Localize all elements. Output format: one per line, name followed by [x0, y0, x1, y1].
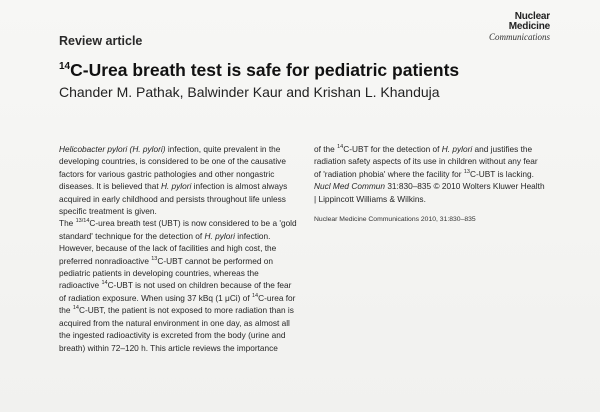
abstract-text: The: [59, 218, 76, 229]
abstract-right-column: [314, 143, 546, 226]
author-list: Chander M. Pathak, Balwinder Kaur and Krishan L. Khanduja: [59, 84, 440, 100]
article-type-label: Review article: [59, 34, 143, 48]
article-title: [59, 60, 459, 81]
isotope-superscript: 13: [463, 169, 470, 176]
abstract-text: C-UBT, the patient is not exposed to more radiation than is acquired from the natural environment in one day, as almost all the ingested radioactivity is excreted from the body (urine and breath) within 72–120 h. This article reviews the importance: [59, 305, 294, 353]
abstract-text: 31:830–835 © 2010 Wolters Kluwer Health | Lippincott Williams & Wilkins.: [314, 181, 545, 204]
journal-abbrev: Nucl Med Commun: [314, 181, 386, 192]
title-text: C-Urea breath test is safe for pediatric patients: [70, 60, 460, 80]
abstract-paragraph: [59, 217, 297, 353]
abstract-text: C-UBT is not used on children because of the fear of radiation exposure. When using 37 kBq (1 μCi) of: [59, 280, 292, 303]
isotope-superscript: 14: [101, 280, 108, 287]
abstract-text: C-UBT cannot be performed on pediatric patients in developing countries, whereas the radioactive: [59, 255, 273, 291]
abstract-em: H. pylori: [160, 181, 192, 192]
abstract-paragraph: [59, 143, 297, 217]
isotope-superscript: 13: [151, 255, 158, 262]
isotope-superscript: 13/14: [75, 218, 90, 225]
isotope-superscript: 14: [251, 293, 259, 300]
abstract-paragraph: [314, 143, 546, 205]
abstract-text: and justifies the radiation safety aspects of its use in children without any fear of 'radiation phobia' where the facility for: [314, 144, 538, 179]
abstract-left-column: [59, 143, 297, 354]
journal-logo: [489, 12, 550, 42]
abstract-text: C-UBT for the detection of: [343, 144, 442, 154]
abstract-em: H. pylori: [204, 230, 235, 241]
abstract-text: infection, quite prevalent in the developing countries, is considered to be one of the causative factors for various gastric pathologies and other nongastric diseases. It is believed that: [59, 144, 286, 192]
abstract-em: H. pylori: [441, 144, 473, 154]
journal-logo-line-2: Medicine: [508, 21, 550, 32]
abstract-text: C-UBT is lacking.: [469, 168, 534, 179]
journal-logo-line-3: Communications: [488, 32, 550, 42]
journal-citation: Nuclear Medicine Communications 2010, 31:830–835: [314, 216, 476, 224]
abstract-em: Helicobacter pylori (H. pylori): [59, 144, 166, 154]
abstract-text: infection is almost always acquired in early childhood and persists throughout life unless specific treatment is given.: [59, 181, 288, 217]
abstract-text: C-urea for the: [59, 292, 296, 316]
title-isotope-superscript: 14: [59, 61, 71, 73]
isotope-superscript: 14: [337, 144, 344, 151]
journal-logo-line-1: Nuclear: [514, 11, 550, 22]
abstract-text: infection. However, because of the lack of facilities and high cost, the preferred nonradioactive: [59, 230, 277, 266]
isotope-superscript: 14: [72, 305, 79, 312]
abstract-text: of the: [314, 144, 338, 154]
abstract-text: C-urea breath test (UBT) is now considered to be a 'gold standard' technique for the detection of: [59, 218, 297, 241]
